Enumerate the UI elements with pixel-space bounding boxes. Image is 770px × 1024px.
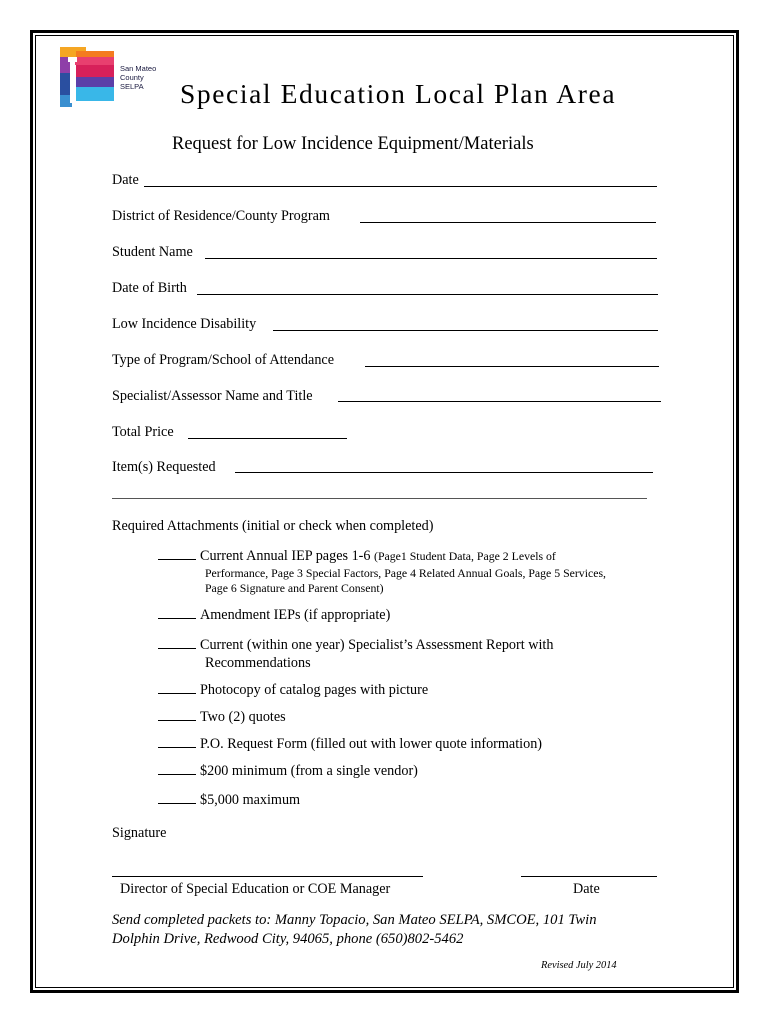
iep-detail-2: Performance, Page 3 Special Factors, Page 4 Related Annual Goals, Page 5 Services, (205, 566, 606, 580)
checklist-maximum[interactable] (158, 792, 300, 809)
items-requested-field-2[interactable] (112, 498, 647, 499)
district-field[interactable] (360, 222, 656, 223)
iep-detail-3: Page 6 Signature and Parent Consent) (205, 581, 384, 595)
selpa-logo (56, 43, 116, 113)
student-name-field[interactable] (205, 258, 657, 259)
checklist-catalog[interactable] (158, 682, 428, 699)
catalog-label: Photocopy of catalog pages with picture (200, 682, 429, 698)
specialist-label: Specialist/Assessor Name and Title (112, 388, 313, 404)
iep-label: Current Annual IEP pages 1-6 (200, 548, 371, 564)
po-label: P.O. Request Form (filled out with lower quote information) (200, 736, 543, 752)
minimum-label: $200 minimum (from a single vendor) (200, 763, 418, 779)
page-border-inner (35, 35, 734, 988)
total-price-field[interactable] (188, 438, 347, 439)
logo-line-3: SELPA (120, 82, 144, 91)
signature-date-field[interactable] (521, 876, 657, 877)
revised-date: Revised July 2014 (541, 960, 617, 971)
checkbox-line[interactable] (158, 792, 196, 804)
date-label: Date (112, 172, 139, 188)
assessment-label: Current (within one year) Specialist’s Assessment Report with (200, 637, 554, 653)
send-instructions-1: Send completed packets to: Manny Topacio, San Mateo SELPA, SMCOE, 101 Twin (112, 912, 597, 928)
student-name-label: Student Name (112, 244, 193, 260)
disability-field[interactable] (273, 330, 658, 331)
items-requested-label: Item(s) Requested (112, 459, 216, 475)
signature-label: Signature (112, 825, 167, 841)
total-price-label: Total Price (112, 424, 174, 440)
send-instructions-2: Dolphin Drive, Redwood City, 94065, phone (650)802-5462 (112, 931, 464, 947)
dob-label: Date of Birth (112, 280, 187, 296)
checklist-amendment[interactable] (158, 607, 390, 624)
form-subtitle: Request for Low Incidence Equipment/Materials (172, 134, 534, 154)
checklist-assessment[interactable] (158, 637, 553, 654)
program-label: Type of Program/School of Attendance (112, 352, 335, 368)
checkbox-line[interactable] (158, 763, 196, 775)
checkbox-line[interactable] (158, 736, 196, 748)
iep-detail-1: (Page1 Student Data, Page 2 Levels of (374, 549, 556, 563)
checklist-quotes[interactable] (158, 709, 286, 726)
director-signature-field[interactable] (112, 876, 423, 877)
specialist-field[interactable] (338, 401, 661, 402)
logo-line-2: County (120, 73, 144, 82)
quotes-label: Two (2) quotes (200, 709, 286, 725)
district-label: District of Residence/County Program (112, 208, 330, 224)
signature-date-label: Date (573, 881, 600, 897)
amendment-label: Amendment IEPs (if appropriate) (200, 607, 391, 623)
checkbox-line[interactable] (158, 682, 196, 694)
maximum-label: $5,000 maximum (200, 792, 301, 808)
checkbox-line[interactable] (158, 607, 196, 619)
program-field[interactable] (365, 366, 659, 367)
assessment-label-2: Recommendations (205, 655, 311, 671)
dob-field[interactable] (197, 294, 658, 295)
date-field[interactable] (144, 186, 657, 187)
checklist-iep[interactable] (158, 548, 556, 565)
checklist-minimum[interactable] (158, 763, 418, 780)
attachments-heading: Required Attachments (initial or check when completed) (112, 518, 434, 534)
checkbox-line[interactable] (158, 709, 196, 721)
disability-label: Low Incidence Disability (112, 316, 257, 332)
logo-line-1: San Mateo (120, 64, 157, 73)
logo-text (120, 64, 156, 91)
checkbox-line[interactable] (158, 637, 196, 649)
checklist-po[interactable] (158, 736, 542, 753)
page-title: Special Education Local Plan Area (180, 78, 617, 109)
checkbox-line[interactable] (158, 548, 196, 560)
director-label: Director of Special Education or COE Manager (120, 881, 391, 897)
items-requested-field[interactable] (235, 472, 653, 473)
